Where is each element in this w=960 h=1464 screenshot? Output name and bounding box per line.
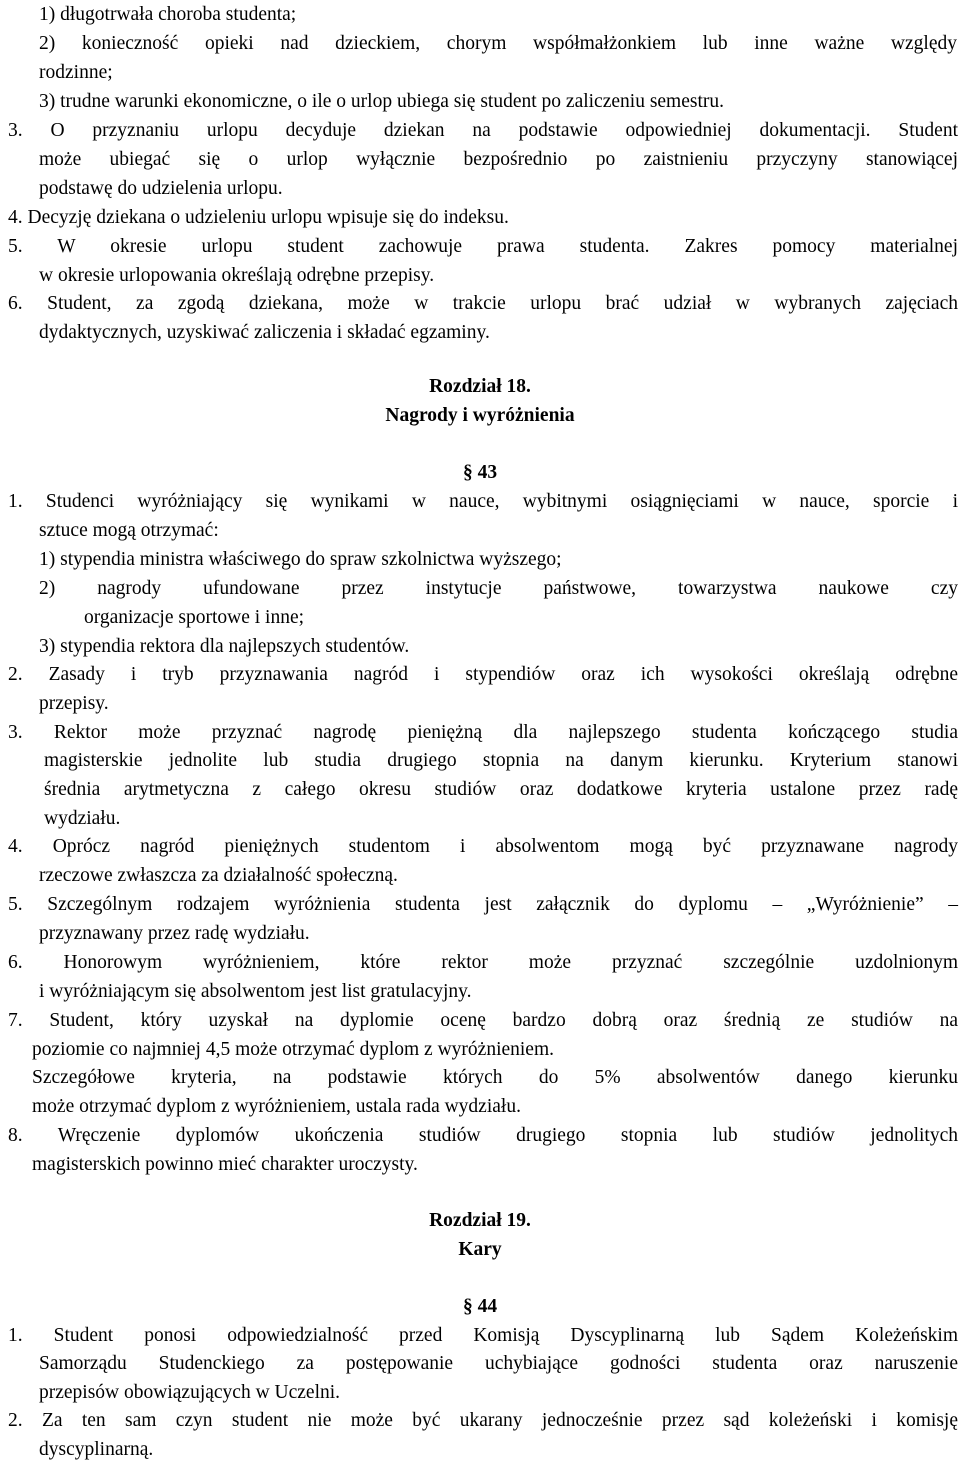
chapter-subtitle: Kary — [458, 1239, 502, 1260]
text-line: przyznawany przez radę wydziału. — [39, 923, 310, 944]
text-line: przepisów obowiązujących w Uczelni. — [39, 1382, 341, 1403]
text-line: 3. Rektor może przyznać nagrodę pieniężną dla najlepszego studenta kończącego studia — [8, 722, 958, 743]
text-line: Samorządu Studenckiego za postępowanie uchybiające godności studenta oraz naruszenie — [39, 1353, 958, 1374]
text-line: w okresie urlopowania określają odrębne przepisy. — [39, 265, 435, 286]
text-line: przepisy. — [39, 693, 109, 714]
text-line: 3) trudne warunki ekonomiczne, o ile o urlop ubiega się student po zaliczeniu semestru. — [39, 91, 725, 112]
text-line: 4. Oprócz nagród pieniężnych studentom i absolwentom mogą być przyznawane nagrody — [8, 836, 958, 857]
text-line: może ubiegać się o urlop wyłącznie bezpośrednio po zaistnieniu przyczyny stanowiącej — [39, 149, 958, 170]
text-line: magisterskie jednolite lub studia drugiego stopnia na danym kierunku. Kryterium stanowi — [44, 750, 958, 771]
text-line: 5. W okresie urlopu student zachowuje prawa studenta. Zakres pomocy materialnej — [8, 236, 958, 257]
text-line: dydaktycznych, uzyskiwać zaliczenia i składać egzaminy. — [39, 322, 490, 343]
text-line: i wyróżniającym się absolwentom jest list gratulacyjny. — [39, 981, 472, 1002]
text-line: dyscyplinarną. — [39, 1439, 154, 1460]
text-line: poziomie co najmniej 4,5 może otrzymać dyplom z wyróżnieniem. — [32, 1039, 555, 1060]
text-line: wydziału. — [44, 808, 121, 829]
text-line: magisterskich powinno mieć charakter uroczysty. — [32, 1154, 418, 1175]
chapter-subtitle: Nagrody i wyróżnienia — [385, 405, 575, 426]
text-line: średnia arytmetyczna z całego okresu studiów oraz dodatkowe kryteria ustalone przez radę — [44, 779, 958, 800]
text-line: 6. Student, za zgodą dziekana, może w trakcie urlopu brać udział w wybranych zajęciach — [8, 293, 958, 314]
text-line: 1) stypendia ministra właściwego do spraw szkolnictwa wyższego; — [39, 549, 562, 570]
text-line: 2. Zasady i tryb przyznawania nagród i stypendiów oraz ich wysokości określają odrębne — [8, 664, 958, 685]
text-line: 1. Studenci wyróżniający się wynikami w nauce, wybitnymi osiągnięciami w nauce, sporcie i — [8, 491, 958, 512]
text-line: rzeczowe zwłaszcza za działalność społeczną. — [39, 865, 398, 886]
text-line: 5. Szczególnym rodzajem wyróżnienia studenta jest załącznik do dyplomu – „Wyróżnienie” – — [8, 894, 958, 915]
text-line: 8. Wręczenie dyplomów ukończenia studiów drugiego stopnia lub studiów jednolitych — [8, 1125, 958, 1146]
text-line: 1. Student ponosi odpowiedzialność przed Komisją Dyscyplinarną lub Sądem Koleżeńskim — [8, 1325, 958, 1346]
chapter-title: Rozdział 18. — [429, 376, 531, 397]
text-line: podstawę do udzielenia urlopu. — [39, 178, 283, 199]
text-line: 2) konieczność opieki nad dzieckiem, chorym współmałżonkiem lub inne ważne względy — [39, 33, 957, 54]
text-line: rodzinne; — [39, 62, 113, 83]
text-line: 7. Student, który uzyskał na dyplomie ocenę bardzo dobrą oraz średnią ze studiów na — [8, 1010, 958, 1031]
text-line: 2) nagrody ufundowane przez instytucje państwowe, towarzystwa naukowe czy — [39, 578, 958, 599]
text-line: 1) długotrwała choroba studenta; — [39, 4, 297, 25]
section-sign: § 43 — [462, 462, 498, 483]
text-line: organizacje sportowe i inne; — [84, 607, 305, 628]
text-line: 4. Decyzję dziekana o udzieleniu urlopu wpisuje się do indeksu. — [8, 207, 509, 228]
text-line: 3. O przyznaniu urlopu decyduje dziekan na podstawie odpowiedniej dokumentacji. Student — [8, 120, 958, 141]
text-line: 2. Za ten sam czyn student nie może być ukarany jednocześnie przez sąd koleżeński i komisję — [8, 1410, 958, 1431]
text-line: 3) stypendia rektora dla najlepszych studentów. — [39, 636, 410, 657]
text-line: Szczegółowe kryteria, na podstawie których do 5% absolwentów danego kierunku — [32, 1067, 958, 1088]
section-sign: § 44 — [462, 1296, 498, 1317]
text-line: sztuce mogą otrzymać: — [39, 520, 219, 541]
text-line: 6. Honorowym wyróżnieniem, które rektor może przyznać szczególnie uzdolnionym — [8, 952, 958, 973]
text-line: może otrzymać dyplom z wyróżnieniem, ustala rada wydziału. — [32, 1096, 521, 1117]
chapter-title: Rozdział 19. — [429, 1210, 531, 1231]
